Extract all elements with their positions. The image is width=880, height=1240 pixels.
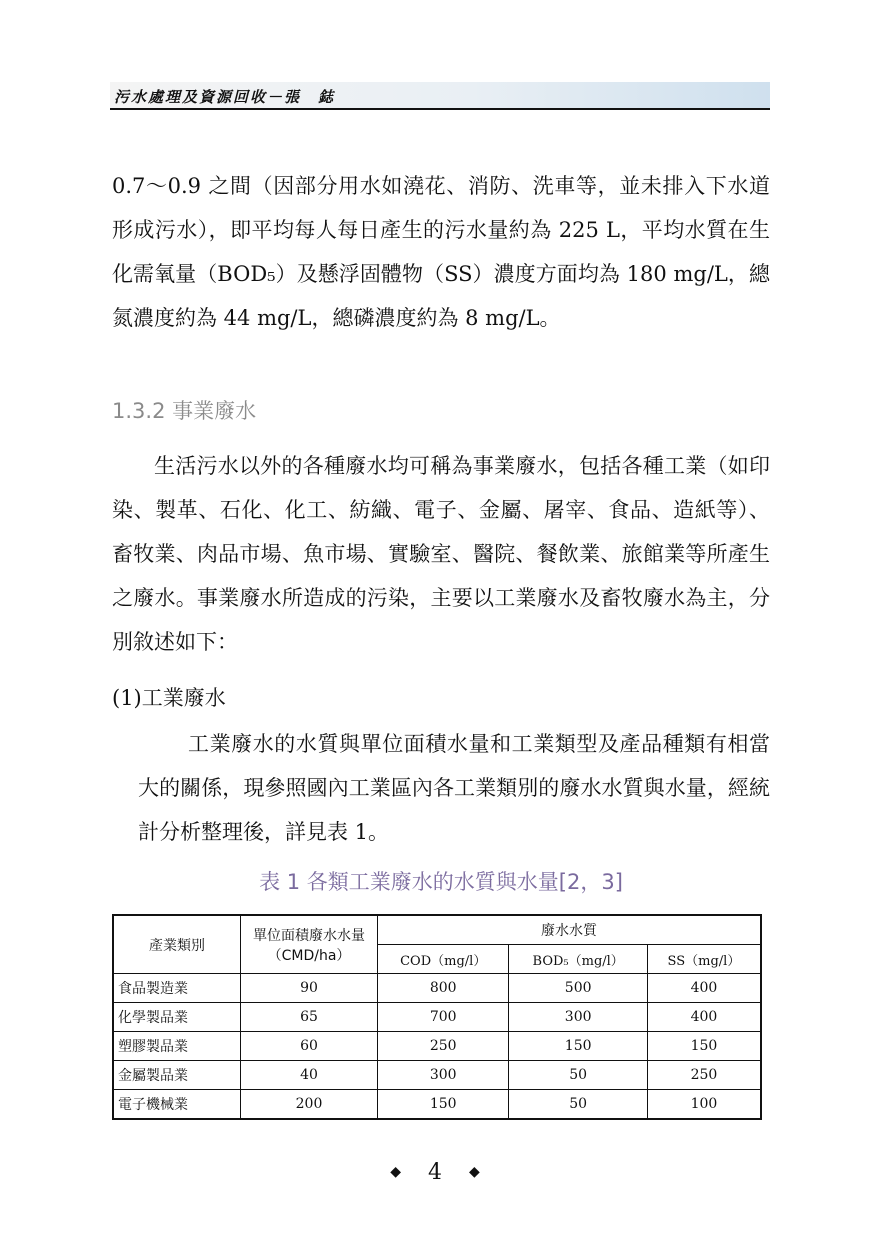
cell-category: 化學製品業 [113,1003,241,1032]
cell-category: 塑膠製品業 [113,1032,241,1061]
diamond-ornament-icon: ◆ [469,1164,490,1180]
sub-heading: (1)工業廢水 [112,686,226,710]
table-row [113,974,761,1003]
page-footer [0,1160,880,1185]
cell-cod: 300 [378,1061,509,1090]
cell-cod: 800 [378,974,509,1003]
cell-area: 40 [241,1061,378,1090]
table-row [113,1003,761,1032]
cell-ss: 150 [647,1032,761,1061]
paragraph-industrial-wastewater: 生活污水以外的各種廢水均可稱為事業廢水，包括各種工業（如印染、製革、石化、化工、紡織、電子、金屬、屠宰、食品、造紙等）、畜牧業、肉品市場、魚市場、實驗室、醫院、餐飲業、旅館業等所產生之廢水。事業廢水所造成的污染，主要以工業廢水及畜牧廢水為主，分別敘述如下： [112,454,770,654]
cell-ss: 250 [647,1061,761,1090]
cell-bod: 150 [509,1032,647,1061]
table-row [113,1090,761,1120]
header-quality: 廢水水質 [378,915,762,945]
header-cod: COD（mg/l） [378,945,509,974]
cell-bod: 50 [509,1090,647,1120]
header-area: 單位面積廢水水量（CMD/ha） [241,915,378,974]
cell-ss: 400 [647,974,761,1003]
wastewater-table [112,914,762,1120]
cell-bod: 500 [509,974,647,1003]
header-bod: BOD₅（mg/l） [509,945,647,974]
paragraph-intro: 0.7～0.9 之間（因部分用水如澆花、消防、洗車等，並未排入下水道形成污水），即平均每人每日產生的污水量約為 225 L，平均水質在生化需氧量（BOD₅）及懸浮固體物（SS）濃度方面均為 180 mg/L，總氮濃度約為 44 mg/L，總磷濃度約為 8 mg/L。 [112,174,770,330]
page-number: 4 [428,1160,452,1185]
cell-ss: 400 [647,1003,761,1032]
header-title: 污水處理及資源回收－張 鋕 [114,88,336,106]
header-category: 產業類別 [113,915,241,974]
cell-area: 65 [241,1003,378,1032]
cell-area: 60 [241,1032,378,1061]
table-row [113,1061,761,1090]
cell-area: 90 [241,974,378,1003]
cell-bod: 50 [509,1061,647,1090]
cell-cod: 700 [378,1003,509,1032]
table-row [113,1032,761,1061]
running-header [110,82,770,110]
cell-area: 200 [241,1090,378,1120]
section-heading: 1.3.2 事業廢水 [112,399,257,423]
cell-category: 食品製造業 [113,974,241,1003]
cell-category: 電子機械業 [113,1090,241,1120]
cell-category: 金屬製品業 [113,1061,241,1090]
cell-bod: 300 [509,1003,647,1032]
cell-cod: 150 [378,1090,509,1120]
diamond-ornament-icon: ◆ [390,1164,411,1180]
cell-ss: 100 [647,1090,761,1120]
table-caption: 表 1 各類工業廢水的水質與水量[2，3] [259,870,623,894]
paragraph-table-intro: 工業廢水的水質與單位面積水量和工業類型及產品種類有相當大的關係，現參照國內工業區內各工業類別的廢水水質與水量，經統計分析整理後，詳見表 1。 [138,732,770,844]
header-ss: SS（mg/l） [647,945,761,974]
cell-cod: 250 [378,1032,509,1061]
